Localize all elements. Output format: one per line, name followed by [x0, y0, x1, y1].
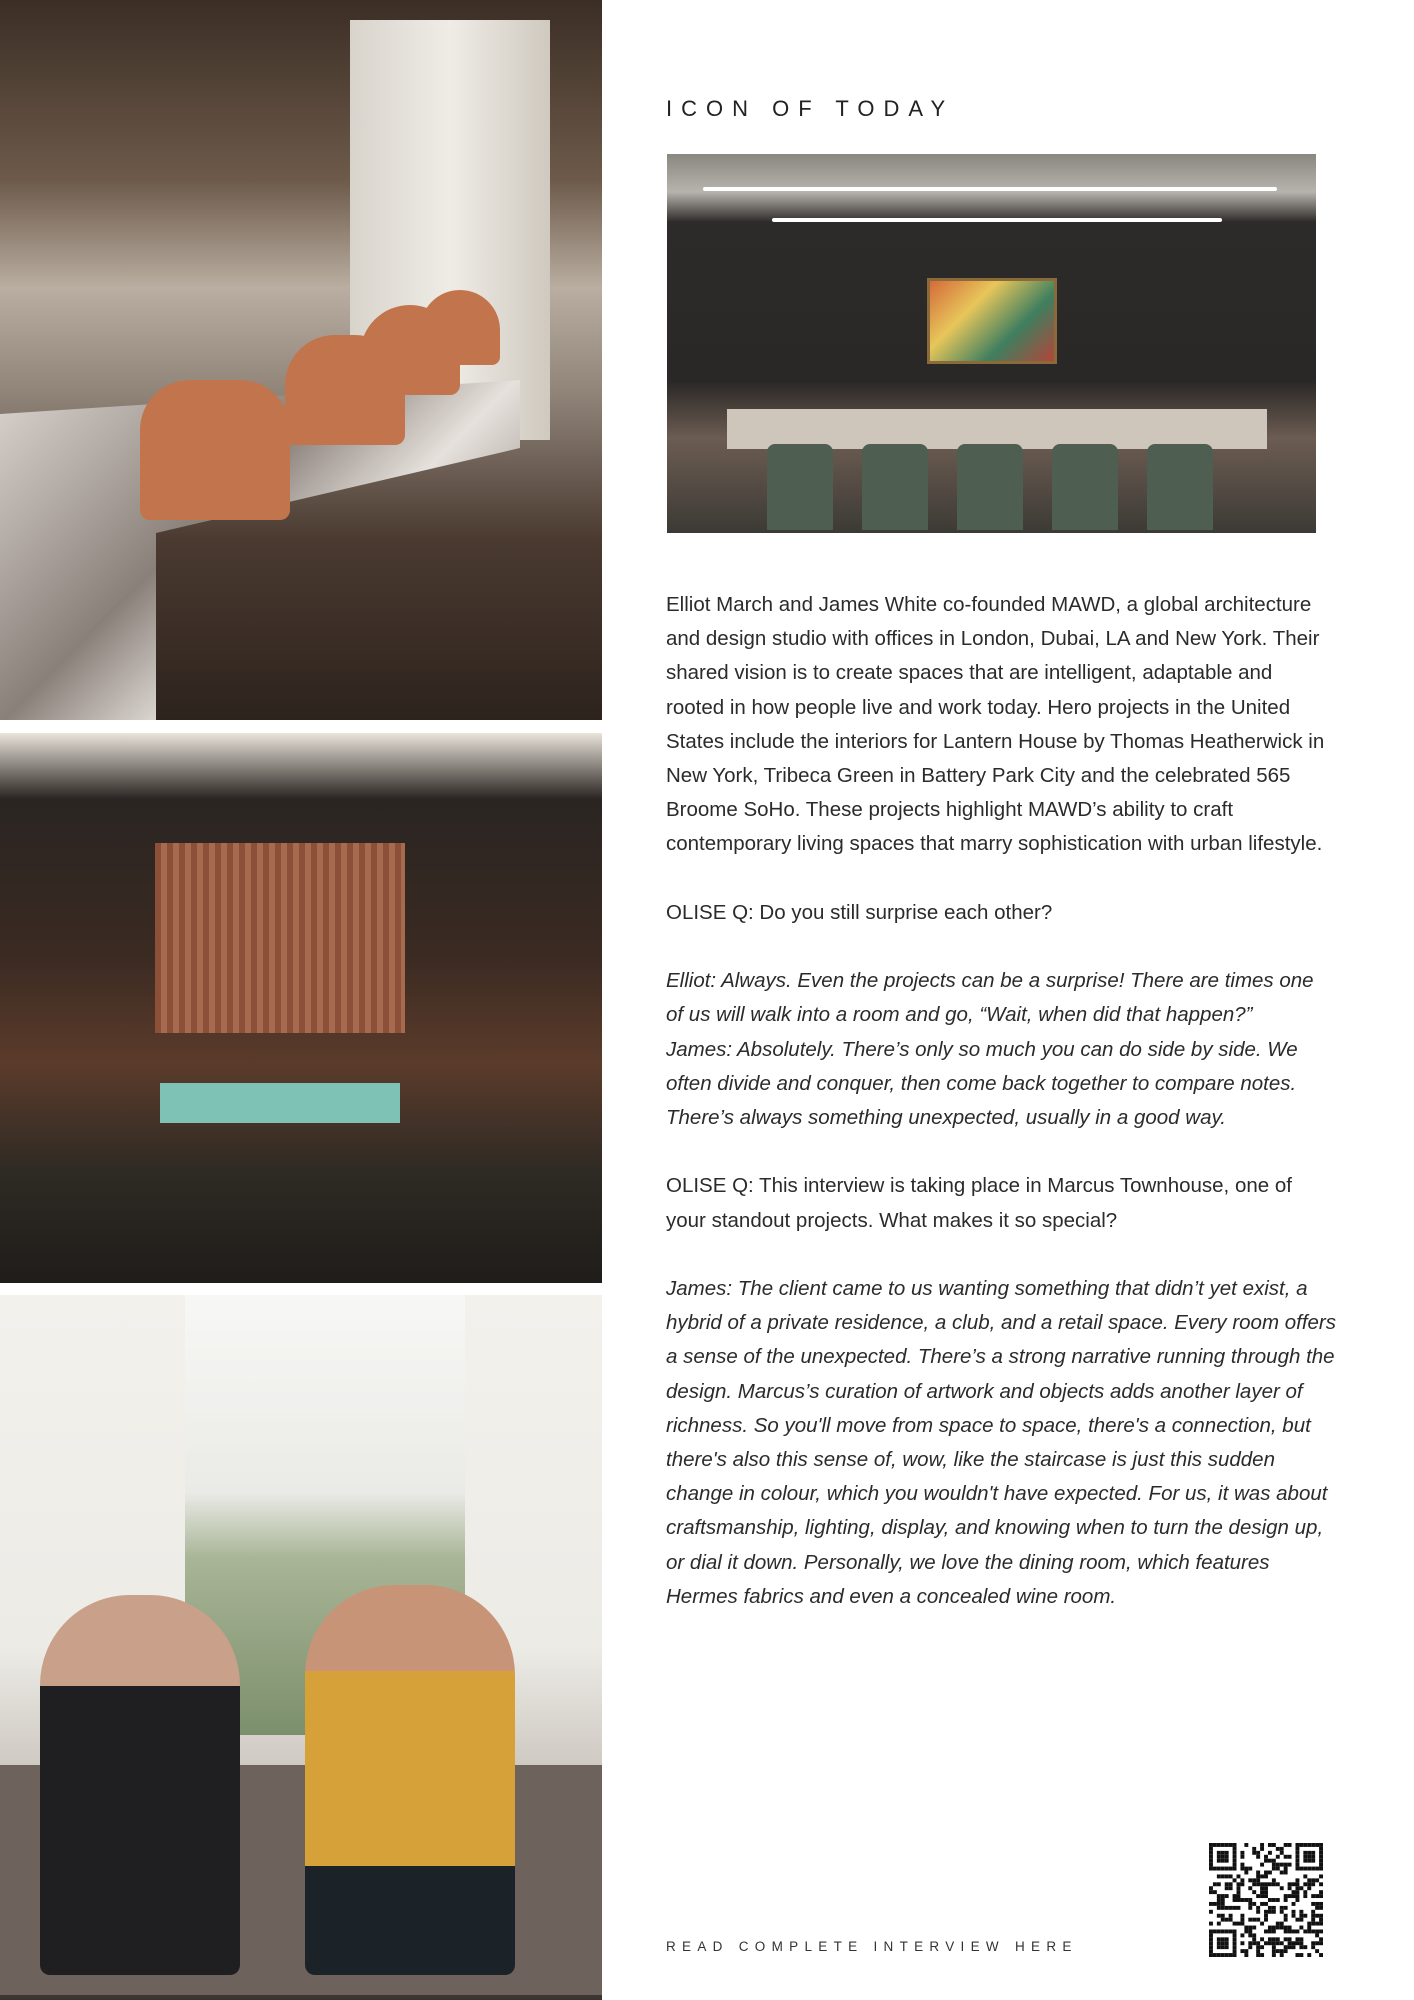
tiled-wall [155, 843, 405, 1033]
ceiling-light [703, 187, 1277, 191]
bar-stool [140, 380, 290, 520]
dining-chair [1147, 444, 1213, 530]
question-1: OLISE Q: Do you still surprise each other? [666, 900, 1053, 924]
intro-paragraph: Elliot March and James White co-founded MAWD, a global architecture and design studio with offices in London, Dubai, LA and New York. Their shared vision is to create spaces that are intelligent, adaptable and rooted in how people live and work today. Hero projects in the United States include the interiors for Lantern House by Thomas Heatherwick in New York, Tribeca Green in Battery Park City and the celebrated 565 Broome SoHo. These projects highlight MAWD’s ability to craft contemporary living spaces that marry sophistication with urban lifestyle. [666, 593, 1325, 856]
kitchen-photo [0, 0, 602, 720]
dining-chair [957, 444, 1023, 530]
founders-portrait-photo [0, 1295, 602, 2000]
question-2: OLISE Q: This interview is taking place in Marcus Townhouse, one of your standout projects. What makes it so special? [666, 1174, 1292, 1232]
dining-chair [862, 444, 928, 530]
painting [927, 278, 1057, 364]
article-body [666, 588, 1336, 1648]
answer-james: James: Absolutely. There’s only so much you can do side by side. We often divide and conquer, then come back together to compare notes. There’s always something unexpected, usually in a good way. [666, 1037, 1298, 1130]
page-title: ICON OF TODAY [666, 96, 955, 121]
answer-james-2: James: The client came to us wanting something that didn’t yet exist, a hybrid of a private residence, a club, and a retail space. Every room offers a sense of the unexpected. There’s a strong narrative running through the design. Marcus’s curation of artwork and objects adds another layer of richness. So you'll move from space to space, there's a connection, but there's also this sense of, wow, like the staircase is just this sudden change in colour, which you wouldn't have expected. For us, it was about craftsmanship, lighting, display, and knowing when to turn the design up, or dial it down. Personally, we love the dining room, which features Hermes fabrics and even a concealed wine room. [666, 1277, 1337, 1608]
answer-elliot: Elliot: Always. Even the projects can be a surprise! There are times one of us will walk into a room and go, “Wait, when did that happen?” [666, 969, 1314, 1027]
person-elliot [40, 1595, 240, 1975]
dining-table [727, 409, 1267, 449]
ceiling-light [772, 218, 1222, 222]
dining-chair [767, 444, 833, 530]
person-james [305, 1585, 515, 1975]
pool [160, 1083, 400, 1123]
rooftop-pool-photo [0, 733, 602, 1283]
qr-code-icon[interactable] [1209, 1843, 1323, 1957]
dining-chair [1052, 444, 1118, 530]
bar-stool [420, 290, 500, 365]
read-interview-link[interactable]: READ COMPLETE INTERVIEW HERE [666, 1939, 1078, 1954]
dining-room-photo [667, 154, 1316, 533]
